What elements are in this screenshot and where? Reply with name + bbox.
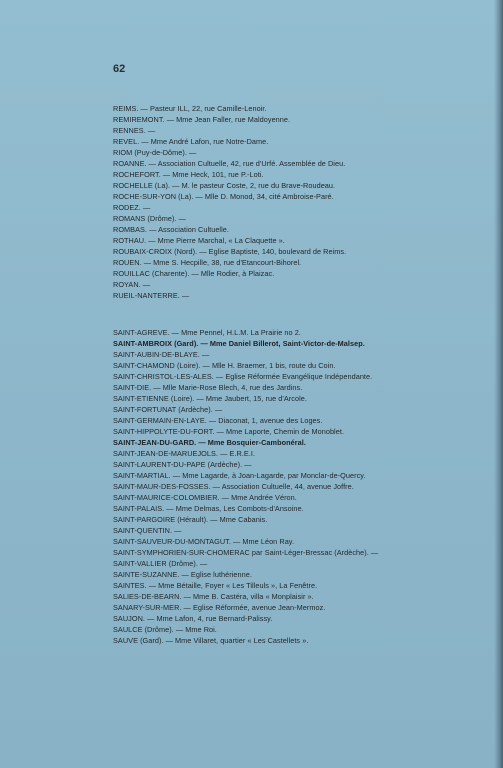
directory-entry: SAINT-ETIENNE (Loire). — Mme Jaubert, 15, rue d'Arcole. [113, 394, 307, 403]
page-number: 62 [113, 63, 126, 75]
directory-entry: ROCHE-SUR-YON (La). — Mlle D. Monod, 34, cité Ambroise-Paré. [113, 192, 334, 201]
directory-entry: SAINT-MARTIAL. — Mme Lagarde, à Joan-Lagarde, par Monclar-de-Quercy. [113, 471, 366, 480]
directory-entry: RENNES. — [113, 126, 156, 135]
directory-entry: SAINT-GERMAIN-EN-LAYE. — Diaconat, 1, avenue des Loges. [113, 416, 323, 425]
directory-entry: SAINT-FORTUNAT (Ardèche). — [113, 405, 223, 414]
directory-entry: SAINT-SAUVEUR-DU-MONTAGUT. — Mme Léon Ray. [113, 537, 295, 546]
directory-entry: SAULCE (Drôme). — Mme Roi. [113, 625, 217, 634]
directory-entry: SAINT-PALAIS. — Mme Delmas, Les Combots-d'Ansoine. [113, 504, 304, 513]
directory-entry: ROUEN. — Mme S. Hecpille, 38, rue d'Etancourt-Bihorel. [113, 258, 302, 267]
directory-entry: SAINT-AMBROIX (Gard). — Mme Daniel Billerot, Saint-Victor-de-Malsep. [113, 339, 365, 348]
page-edge-shadow [494, 0, 503, 768]
directory-entry: ROMBAS. — Association Cultuelle. [113, 225, 229, 234]
directory-entry: SAINT-VALLIER (Drôme). — [113, 559, 208, 568]
directory-entry: SAINT-DIE. — Mlle Marie-Rose Blech, 4, rue des Jardins. [113, 383, 303, 392]
directory-entry: SAUJON. — Mme Lafon, 4, rue Bernard-Palissy. [113, 614, 273, 623]
directory-entry: REMIREMONT. — Mme Jean Faller, rue Maldoyenne. [113, 115, 291, 124]
directory-entry: SAINT-QUENTIN. — [113, 526, 182, 535]
directory-entry: SAINT-LAURENT-DU-PAPE (Ardèche). — [113, 460, 252, 469]
directory-entry: SAINT-MAUR-DES-FOSSES. — Association Cultuelle, 44, avenue Joffre. [113, 482, 354, 491]
directory-entry: SAINT-JEAN-DU-GARD. — Mme Bosquier-Cambonéral. [113, 438, 306, 447]
directory-entry: SAINT-CHRISTOL-LES-ALES. — Eglise Réformée Evangélique Indépendante. [113, 372, 373, 381]
directory-entry: SAINT-AGREVE. — Mme Pennel, H.L.M. La Prairie no 2. [113, 328, 301, 337]
directory-entry: ROYAN. — [113, 280, 151, 289]
directory-section-r [113, 103, 493, 301]
directory-entry: SAINT-PARGOIRE (Hérault). — Mme Cabanis. [113, 515, 268, 524]
directory-entry: SANARY-SUR-MER. — Eglise Réformée, avenue Jean-Mermoz. [113, 603, 326, 612]
directory-entry: ROUBAIX-CROIX (Nord). — Eglise Baptiste, 140, boulevard de Reims. [113, 247, 347, 256]
directory-entry: SALIES-DE-BEARN. — Mme B. Castéra, villa « Monplaisir ». [113, 592, 314, 601]
directory-entry: SAINT-HIPPOLYTE-DU-FORT. — Mme Laporte, Chemin de Monoblet. [113, 427, 344, 436]
directory-entry: RUEIL-NANTERRE. — [113, 291, 190, 300]
directory-entry: SAINT-CHAMOND (Loire). — Mlle H. Braemer, 1 bis, route du Coin. [113, 361, 336, 370]
directory-entry: SAINTES. — Mme Bétaille, Foyer « Les Tilleuls », La Fenêtre. [113, 581, 318, 590]
directory-entry: REVEL. — Mme André Lafon, rue Notre-Dame. [113, 137, 269, 146]
directory-entry: SAINT-AUBIN-DE-BLAYE. — [113, 350, 210, 359]
directory-entry: ROANNE. — Association Cultuelle, 42, rue d'Urfé. Assemblée de Dieu. [113, 159, 346, 168]
directory-entry: ROUILLAC (Charente). — Mlle Rodier, à Plaizac. [113, 269, 275, 278]
directory-entry: ROCHELLE (La). — M. le pasteur Coste, 2, rue du Brave-Roudeau. [113, 181, 336, 190]
directory-entry: SAINT-MAURICE-COLOMBIER. — Mme Andrée Véron. [113, 493, 297, 502]
directory-section-s [113, 327, 493, 646]
directory-entry: SAUVE (Gard). — Mme Villaret, quartier « Les Castellets ». [113, 636, 309, 645]
directory-entry: REIMS. — Pasteur ILL, 22, rue Camille-Lenoir. [113, 104, 267, 113]
directory-entry: SAINT-SYMPHORIEN-SUR-CHOMERAC par Saint-Léger-Bressac (Ardèche). — [113, 548, 379, 557]
directory-entry: ROCHEFORT. — Mme Heck, 101, rue P.-Loti. [113, 170, 264, 179]
directory-entry: ROMANS (Drôme). — [113, 214, 187, 223]
directory-entry: ROTHAU. — Mme Pierre Marchal, « La Claquette ». [113, 236, 285, 245]
directory-entry: RIOM (Puy-de-Dôme). — [113, 148, 197, 157]
directory-entry: RODEZ. — [113, 203, 151, 212]
directory-entry: SAINT-JEAN-DE-MARUEJOLS. — E.R.E.I. [113, 449, 256, 458]
directory-entry: SAINTE-SUZANNE. — Eglise luthérienne. [113, 570, 252, 579]
